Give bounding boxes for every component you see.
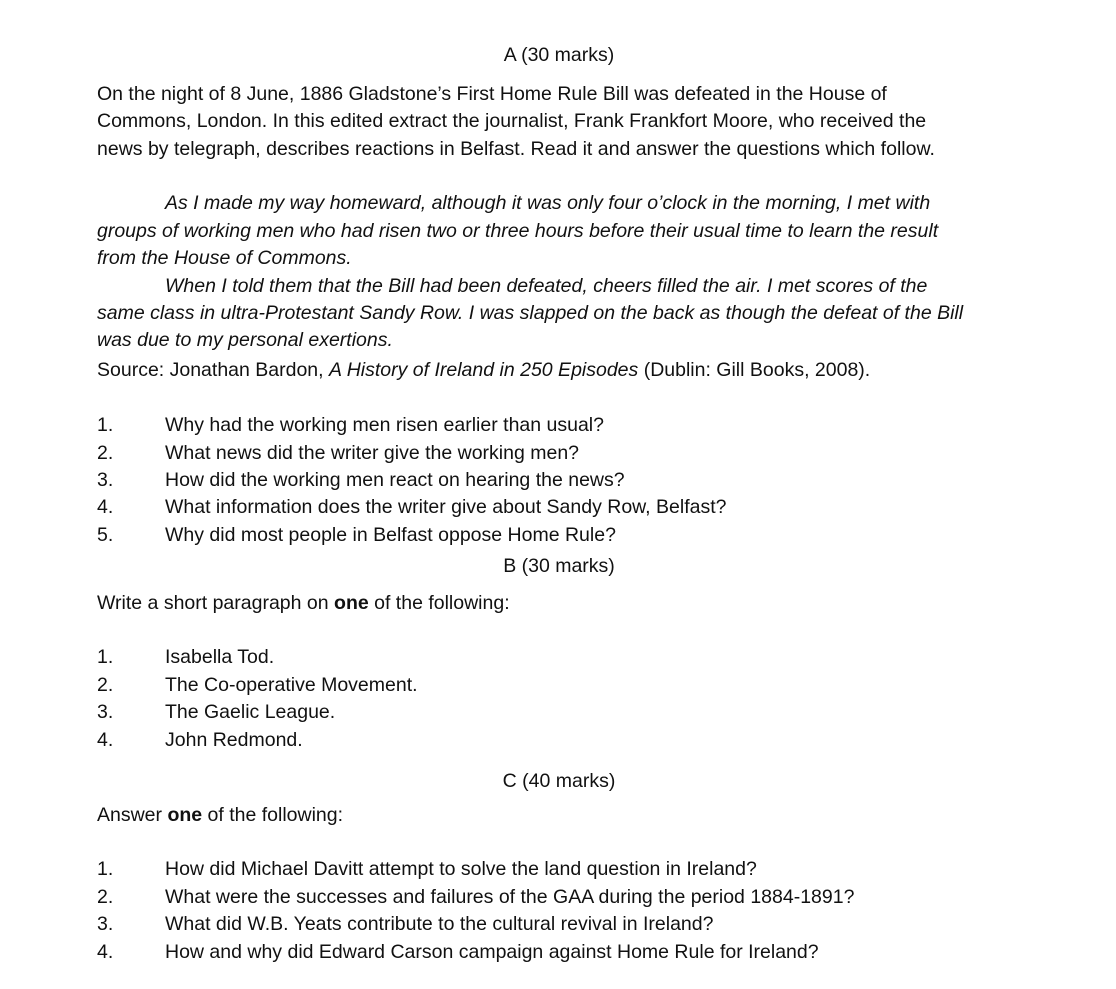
instruction-suffix: of the following: xyxy=(368,592,510,614)
question-a-4-text: What information does the writer give about Sandy Row, Belfast? xyxy=(165,496,727,518)
source-title: A History of Ireland in 250 Episodes xyxy=(329,359,639,381)
section-a-heading: A (30 marks) xyxy=(503,44,615,66)
item-b-1-number: 1. xyxy=(97,646,114,668)
instruction-prefix: Answer xyxy=(97,804,168,826)
question-a-4-number: 4. xyxy=(97,496,114,518)
item-b-2-text: The Co-operative Movement. xyxy=(165,674,418,696)
extract-line-2: groups of working men who had risen two or three hours before their usual time to learn the result xyxy=(97,220,939,242)
instruction-emphasis: one xyxy=(334,592,369,614)
source-prefix: Source: Jonathan Bardon, xyxy=(97,359,329,381)
section-c-heading: C (40 marks) xyxy=(502,770,616,792)
question-a-2-text: What news did the writer give the working men? xyxy=(165,442,580,464)
source-citation xyxy=(97,361,870,381)
extract-line-4: When I told them that the Bill had been defeated, cheers filled the air. I met scores of the xyxy=(165,275,928,297)
section-b-instruction xyxy=(97,594,510,614)
item-c-2-number: 2. xyxy=(97,886,114,908)
intro-line-1: On the night of 8 June, 1886 Gladstone’s First Home Rule Bill was defeated in the House of xyxy=(97,83,887,105)
item-c-2-text: What were the successes and failures of the GAA during the period 1884-1891? xyxy=(165,886,855,908)
item-c-4-text: How and why did Edward Carson campaign against Home Rule for Ireland? xyxy=(165,941,819,963)
intro-line-3: news by telegraph, describes reactions in Belfast. Read it and answer the questions which follow. xyxy=(97,138,935,160)
item-b-1-text: Isabella Tod. xyxy=(165,646,275,668)
question-a-1-number: 1. xyxy=(97,414,114,436)
item-b-4-text: John Redmond. xyxy=(165,729,303,751)
extract-line-3: from the House of Commons. xyxy=(97,247,352,269)
item-b-3-number: 3. xyxy=(97,701,114,723)
item-b-4-number: 4. xyxy=(97,729,114,751)
section-b-heading: B (30 marks) xyxy=(503,555,615,577)
source-suffix: (Dublin: Gill Books, 2008). xyxy=(638,359,871,381)
extract-line-5: same class in ultra-Protestant Sandy Row. I was slapped on the back as though the defeat of the Bill xyxy=(97,302,964,324)
question-a-3-number: 3. xyxy=(97,469,114,491)
question-a-5-number: 5. xyxy=(97,524,114,546)
section-c-instruction xyxy=(97,806,343,826)
extract-line-6: was due to my personal exertions. xyxy=(97,329,393,351)
item-b-3-text: The Gaelic League. xyxy=(165,701,336,723)
instruction-prefix: Write a short paragraph on xyxy=(97,592,335,614)
item-c-3-number: 3. xyxy=(97,913,114,935)
item-b-2-number: 2. xyxy=(97,674,114,696)
question-a-5-text: Why did most people in Belfast oppose Home Rule? xyxy=(165,524,616,546)
item-c-1-text: How did Michael Davitt attempt to solve the land question in Ireland? xyxy=(165,858,757,880)
question-a-2-number: 2. xyxy=(97,442,114,464)
instruction-emphasis: one xyxy=(167,804,203,826)
item-c-4-number: 4. xyxy=(97,941,114,963)
instruction-suffix: of the following: xyxy=(202,804,344,826)
question-a-1-text: Why had the working men risen earlier than usual? xyxy=(165,414,604,436)
extract-line-1: As I made my way homeward, although it was only four o’clock in the morning, I met with xyxy=(165,192,931,214)
item-c-3-text: What did W.B. Yeats contribute to the cultural revival in Ireland? xyxy=(165,913,714,935)
intro-line-2: Commons, London. In this edited extract the journalist, Frank Frankfort Moore, who received the xyxy=(97,110,927,132)
question-a-3-text: How did the working men react on hearing the news? xyxy=(165,469,625,491)
item-c-1-number: 1. xyxy=(97,858,114,880)
